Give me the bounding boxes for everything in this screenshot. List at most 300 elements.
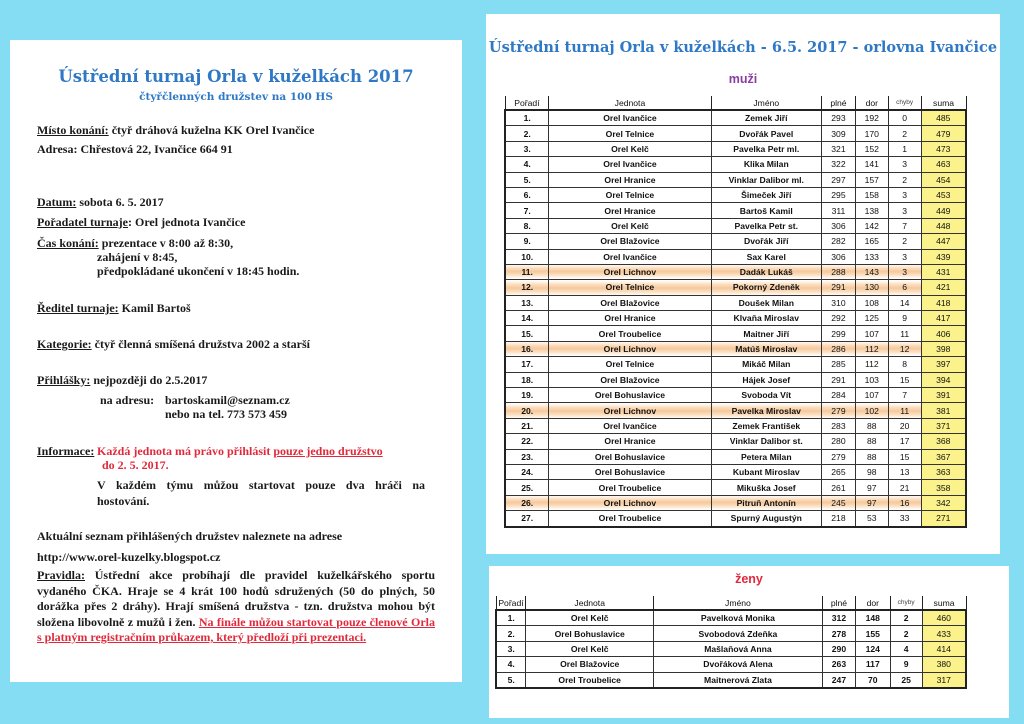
- cell-rank: 2.: [505, 126, 549, 141]
- cell-dor: 88: [855, 434, 888, 449]
- cell-plne: 299: [822, 326, 856, 341]
- cell-rank: 25.: [505, 480, 549, 495]
- cell-rank: 18.: [505, 372, 549, 387]
- cell-club: Orel Troubelice: [549, 480, 711, 495]
- category-label: Kategorie:: [37, 337, 92, 351]
- cell-chyby: 12: [888, 341, 921, 356]
- cell-rank: 2.: [496, 626, 526, 641]
- cell-name: Spurný Augustýn: [711, 511, 821, 527]
- cell-chyby: 8: [888, 357, 921, 372]
- cell-plne: 284: [822, 388, 856, 403]
- cell-rank: 9.: [505, 234, 549, 249]
- cell-dor: 102: [855, 403, 888, 418]
- info-text-1-underlined: pouze jedno družstvo: [273, 444, 383, 458]
- results-title: Ústřední turnaj Orla v kuželkách - 6.5. 2017 - orlovna Ivančice: [488, 39, 998, 56]
- cell-name: Mašlaňová Anna: [653, 641, 822, 656]
- cell-rank: 11.: [505, 264, 549, 279]
- cell-rank: 17.: [505, 357, 549, 372]
- cell-plne: 288: [822, 264, 856, 279]
- applications-line: [37, 373, 207, 388]
- cell-name: Mikáč Milan: [711, 357, 821, 372]
- cell-plne: 306: [822, 218, 856, 233]
- cell-chyby: 7: [888, 388, 921, 403]
- table-row: [505, 464, 966, 479]
- cell-club: Orel Kelč: [549, 141, 711, 156]
- col-header-plne: plné: [823, 596, 856, 610]
- director-value: Kamil Bartoš: [118, 301, 191, 315]
- cell-chyby: 3: [888, 264, 921, 279]
- cell-name: Vinklar Dalibor st.: [711, 434, 821, 449]
- info-label: [37, 444, 94, 459]
- cell-dor: 97: [855, 495, 888, 510]
- women-table-body: [496, 610, 966, 688]
- cell-rank: 5.: [505, 172, 549, 187]
- venue-label: Místo konání:: [37, 123, 109, 137]
- cell-rank: 10.: [505, 249, 549, 264]
- cell-chyby: 11: [888, 403, 921, 418]
- cell-club: Orel Troubelice: [526, 672, 653, 688]
- cell-plne: 265: [822, 464, 856, 479]
- cell-suma: 439: [921, 249, 966, 264]
- cell-dor: 107: [855, 388, 888, 403]
- cell-suma: 358: [921, 480, 966, 495]
- cell-dor: 130: [855, 280, 888, 295]
- cell-plne: 245: [822, 495, 856, 510]
- cell-dor: 70: [855, 672, 890, 688]
- cell-rank: 4.: [496, 657, 526, 672]
- table-row: [505, 449, 966, 464]
- cell-name: Doušek Milan: [711, 295, 821, 310]
- col-header-name: Jméno: [653, 596, 822, 610]
- cell-name: Dvořák Pavel: [711, 126, 821, 141]
- cell-name: Klvaňa Miroslav: [711, 311, 821, 326]
- cell-dor: 97: [855, 480, 888, 495]
- cell-name: Pavelková Monika: [653, 610, 822, 626]
- men-results-panel: [486, 14, 1000, 554]
- cell-name: Pavelka Petr st.: [711, 218, 821, 233]
- cell-plne: 285: [822, 357, 856, 372]
- cell-dor: 117: [855, 657, 890, 672]
- cell-chyby: 1: [888, 141, 921, 156]
- cell-suma: 317: [922, 672, 966, 688]
- director-line: [37, 301, 191, 316]
- cell-plne: 310: [822, 295, 856, 310]
- table-row: [505, 511, 966, 527]
- cell-club: Orel Kelč: [549, 218, 711, 233]
- cell-name: Pokorný Zdeněk: [711, 280, 821, 295]
- address-line: Adresa: Chřestová 22, Ivančice 664 91: [37, 142, 233, 156]
- invitation-subtitle: čtyřčlenných družstev na 100 HS: [139, 91, 333, 103]
- cell-club: Orel Telnice: [549, 126, 711, 141]
- cell-suma: 479: [921, 126, 966, 141]
- applications-address-label: na adresu:: [100, 393, 155, 407]
- cell-suma: 398: [921, 341, 966, 356]
- cell-club: Orel Telnice: [549, 280, 711, 295]
- cell-name: Kubant Miroslav: [711, 464, 821, 479]
- cell-name: Zemek František: [711, 418, 821, 433]
- cell-plne: 322: [822, 157, 856, 172]
- cell-rank: 5.: [496, 672, 526, 688]
- date-label: Datum:: [37, 195, 77, 209]
- list-text: Aktuální seznam přihlášených družstev naleznete na adrese: [37, 529, 343, 543]
- cell-chyby: 25: [890, 672, 922, 688]
- cell-chyby: 2: [888, 234, 921, 249]
- table-row: [496, 641, 966, 656]
- cell-plne: 321: [822, 141, 856, 156]
- cell-club: Orel Ivančice: [549, 157, 711, 172]
- cell-chyby: 17: [888, 434, 921, 449]
- women-label: ženy: [735, 572, 763, 586]
- cell-name: Mikuška Josef: [711, 480, 821, 495]
- table-row: [505, 187, 966, 202]
- col-header-suma: suma: [921, 96, 966, 110]
- cell-plne: 283: [822, 418, 856, 433]
- time-value-1: prezentace v 8:00 až 8:30,: [98, 236, 234, 250]
- cell-suma: 406: [921, 326, 966, 341]
- cell-dor: 158: [855, 187, 888, 202]
- cell-suma: 414: [922, 641, 966, 656]
- invitation-title: Ústřední turnaj Orla v kuželkách 2017: [58, 67, 414, 86]
- cell-suma: 271: [921, 511, 966, 527]
- table-row: [505, 434, 966, 449]
- table-row: [505, 341, 966, 356]
- table-row: [505, 403, 966, 418]
- cell-name: Zemek Jiří: [711, 110, 821, 126]
- cell-club: Orel Bohuslavice: [549, 464, 711, 479]
- applications-email[interactable]: bartoskamil@seznam.cz: [165, 393, 290, 407]
- cell-suma: 391: [921, 388, 966, 403]
- cell-rank: 1.: [505, 110, 549, 126]
- date-value: sobota 6. 5. 2017: [76, 195, 164, 209]
- cell-rank: 16.: [505, 341, 549, 356]
- cell-dor: 112: [855, 341, 888, 356]
- rules-label: Pravidla:: [37, 568, 85, 582]
- cell-name: Svobodová Zdeňka: [653, 626, 822, 641]
- cell-dor: 157: [855, 172, 888, 187]
- cell-club: Orel Bohuslavice: [549, 449, 711, 464]
- cell-club: Orel Blažovice: [549, 295, 711, 310]
- cell-club: Orel Lichnov: [549, 495, 711, 510]
- invitation-panel: [10, 40, 462, 682]
- cell-club: Orel Kelč: [526, 610, 653, 626]
- cell-chyby: 3: [888, 157, 921, 172]
- cell-suma: 363: [921, 464, 966, 479]
- cell-club: Orel Lichnov: [549, 264, 711, 279]
- cell-club: Orel Blažovice: [526, 657, 653, 672]
- table-row: [505, 480, 966, 495]
- cell-name: Matúš Miroslav: [711, 341, 821, 356]
- cell-dor: 152: [855, 141, 888, 156]
- cell-rank: 13.: [505, 295, 549, 310]
- category-line: [37, 337, 310, 352]
- date-line: [37, 195, 164, 210]
- table-row: [505, 295, 966, 310]
- cell-suma: 453: [921, 187, 966, 202]
- cell-name: Pavelka Petr ml.: [711, 141, 821, 156]
- cell-plne: 291: [822, 280, 856, 295]
- col-header-suma: suma: [922, 596, 966, 610]
- organizer-line: [37, 215, 245, 230]
- cell-club: Orel Lichnov: [549, 341, 711, 356]
- cell-plne: 311: [822, 203, 856, 218]
- cell-dor: 155: [855, 626, 890, 641]
- cell-rank: 1.: [496, 610, 526, 626]
- cell-suma: 463: [921, 157, 966, 172]
- cell-club: Orel Hranice: [549, 311, 711, 326]
- cell-dor: 192: [855, 110, 888, 126]
- url-link[interactable]: http://www.orel-kuzelky.blogspot.cz: [37, 550, 221, 564]
- cell-plne: 295: [822, 187, 856, 202]
- cell-plne: 218: [822, 511, 856, 527]
- category-value: čtyř členná smíšená družstva 2002 a starší: [91, 337, 310, 351]
- cell-chyby: 16: [888, 495, 921, 510]
- cell-dor: 124: [855, 641, 890, 656]
- cell-plne: 286: [822, 341, 856, 356]
- info-text-3: V každém týmu můžou startovat pouze dva hráči na hostování.: [97, 478, 425, 508]
- cell-suma: 447: [921, 234, 966, 249]
- cell-dor: 170: [855, 126, 888, 141]
- cell-rank: 21.: [505, 418, 549, 433]
- cell-club: Orel Telnice: [549, 357, 711, 372]
- cell-chyby: 15: [888, 372, 921, 387]
- cell-plne: 293: [822, 110, 856, 126]
- cell-name: Sax Karel: [711, 249, 821, 264]
- cell-club: Orel Bohuslavice: [549, 388, 711, 403]
- cell-dor: 88: [855, 418, 888, 433]
- col-header-club: Jednota: [526, 596, 653, 610]
- cell-chyby: 4: [890, 641, 922, 656]
- cell-plne: 312: [823, 610, 856, 626]
- table-row: [496, 610, 966, 626]
- cell-name: Dadák Lukáš: [711, 264, 821, 279]
- men-label: muži: [728, 72, 758, 86]
- cell-plne: 291: [822, 372, 856, 387]
- applications-label: Přihlášky:: [37, 373, 91, 387]
- cell-name: Petera Milan: [711, 449, 821, 464]
- cell-name: Maitnerová Zlata: [653, 672, 822, 688]
- cell-rank: 19.: [505, 388, 549, 403]
- cell-chyby: 3: [888, 249, 921, 264]
- cell-name: Pitruň Antonín: [711, 495, 821, 510]
- cell-suma: 431: [921, 264, 966, 279]
- cell-dor: 125: [855, 311, 888, 326]
- cell-rank: 15.: [505, 326, 549, 341]
- cell-plne: 306: [822, 249, 856, 264]
- director-label: Ředitel turnaje:: [37, 301, 119, 315]
- cell-suma: 418: [921, 295, 966, 310]
- cell-suma: 368: [921, 434, 966, 449]
- rules-red-text: Na finále můžou startovat pouze členové Orla s platným registračním průkazem, který předloží při prezentaci.: [37, 614, 435, 644]
- table-row: [505, 495, 966, 510]
- cell-name: Pavelka Miroslav: [711, 403, 821, 418]
- table-row: [505, 388, 966, 403]
- cell-name: Klika Milan: [711, 157, 821, 172]
- cell-plne: 282: [822, 234, 856, 249]
- cell-suma: 449: [921, 203, 966, 218]
- cell-suma: 342: [921, 495, 966, 510]
- cell-plne: 261: [822, 480, 856, 495]
- cell-dor: 103: [855, 372, 888, 387]
- cell-name: Šimeček Jiří: [711, 187, 821, 202]
- cell-club: Orel Hranice: [549, 172, 711, 187]
- cell-plne: 297: [822, 172, 856, 187]
- cell-club: Orel Blažovice: [549, 234, 711, 249]
- cell-chyby: 2: [888, 172, 921, 187]
- time-value-2: zahájení v 8:45,: [97, 250, 178, 264]
- cell-plne: 279: [822, 449, 856, 464]
- table-header-row: [496, 596, 966, 610]
- cell-dor: 88: [855, 449, 888, 464]
- cell-name: Svoboda Vít: [711, 388, 821, 403]
- col-header-club: Jednota: [549, 96, 711, 110]
- cell-suma: 367: [921, 449, 966, 464]
- cell-dor: 98: [855, 464, 888, 479]
- col-header-chyby: chyby: [888, 96, 921, 110]
- cell-chyby: 14: [888, 295, 921, 310]
- cell-plne: 278: [823, 626, 856, 641]
- col-header-dor: dor: [855, 596, 890, 610]
- cell-chyby: 15: [888, 449, 921, 464]
- col-header-rank: Pořadí: [505, 96, 549, 110]
- cell-club: Orel Troubelice: [549, 326, 711, 341]
- cell-dor: 138: [855, 203, 888, 218]
- cell-suma: 448: [921, 218, 966, 233]
- cell-club: Orel Telnice: [549, 187, 711, 202]
- table-row: [505, 326, 966, 341]
- time-line: [37, 236, 233, 251]
- time-value-3: předpokládané ukončení v 18:45 hodin.: [97, 264, 300, 278]
- table-header-row: [505, 96, 966, 110]
- cell-chyby: 13: [888, 464, 921, 479]
- cell-dor: 143: [855, 264, 888, 279]
- info-label-text: Informace:: [37, 444, 95, 458]
- cell-rank: 3.: [505, 141, 549, 156]
- table-row: [496, 626, 966, 641]
- cell-suma: 473: [921, 141, 966, 156]
- cell-chyby: 2: [890, 610, 922, 626]
- men-table-body: [505, 110, 966, 527]
- table-row: [505, 249, 966, 264]
- rules-paragraph: [37, 568, 435, 646]
- rules-text: Ústřední akce probíhají dle pravidel kuželkářského sportu vydaného ČKA. Hraje se 4 krát 100 hodů sdružených (50 do plných, 50 dorážka přes 2 dráhy). Hrají smíšená družstva - tzn. družstva mohou být složena libovolně z mužů i žen.: [37, 568, 435, 629]
- cell-club: Orel Bohuslavice: [526, 626, 653, 641]
- cell-name: Maitner Jiří: [711, 326, 821, 341]
- cell-plne: 279: [822, 403, 856, 418]
- organizer-label: Pořadatel turnaje: [37, 215, 128, 229]
- cell-suma: 371: [921, 418, 966, 433]
- cell-rank: 14.: [505, 311, 549, 326]
- table-row: [505, 141, 966, 156]
- info-text-1: [97, 444, 383, 459]
- info-text-2: do 2. 5. 2017.: [102, 458, 169, 472]
- cell-name: Bartoš Kamil: [711, 203, 821, 218]
- cell-dor: 53: [855, 511, 888, 527]
- cell-suma: 485: [921, 110, 966, 126]
- cell-plne: 292: [822, 311, 856, 326]
- table-row: [505, 280, 966, 295]
- cell-name: Dvořák Jiří: [711, 234, 821, 249]
- cell-rank: 27.: [505, 511, 549, 527]
- cell-dor: 108: [855, 295, 888, 310]
- cell-chyby: 7: [888, 218, 921, 233]
- table-row: [505, 357, 966, 372]
- col-header-name: Jméno: [711, 96, 821, 110]
- cell-rank: 22.: [505, 434, 549, 449]
- cell-chyby: 3: [888, 187, 921, 202]
- cell-plne: 247: [823, 672, 856, 688]
- cell-plne: 309: [822, 126, 856, 141]
- men-results-table: [504, 96, 967, 528]
- applications-value: nejpozději do 2.5.2017: [90, 373, 208, 387]
- table-row: [505, 172, 966, 187]
- cell-name: Vinklar Dalibor ml.: [711, 172, 821, 187]
- cell-dor: 141: [855, 157, 888, 172]
- cell-club: Orel Blažovice: [549, 372, 711, 387]
- cell-chyby: 3: [888, 203, 921, 218]
- cell-club: Orel Ivančice: [549, 249, 711, 264]
- cell-suma: 380: [922, 657, 966, 672]
- col-header-chyby: chyby: [890, 596, 922, 610]
- cell-chyby: 20: [888, 418, 921, 433]
- table-row: [505, 157, 966, 172]
- cell-club: Orel Kelč: [526, 641, 653, 656]
- info-text-1-part: Každá jednota má právo přihlásit: [97, 444, 274, 458]
- time-label: Čas konání:: [37, 236, 99, 250]
- table-row: [505, 110, 966, 126]
- cell-name: Hájek Josef: [711, 372, 821, 387]
- table-row: [505, 126, 966, 141]
- cell-suma: 454: [921, 172, 966, 187]
- cell-chyby: 6: [888, 280, 921, 295]
- women-results-table: [495, 596, 967, 689]
- cell-club: Orel Ivančice: [549, 110, 711, 126]
- col-header-plne: plné: [822, 96, 856, 110]
- cell-chyby: 33: [888, 511, 921, 527]
- table-row: [496, 672, 966, 688]
- cell-rank: 3.: [496, 641, 526, 656]
- cell-dor: 148: [855, 610, 890, 626]
- cell-chyby: 9: [888, 311, 921, 326]
- applications-phone: nebo na tel. 773 573 459: [165, 407, 288, 421]
- table-row: [505, 311, 966, 326]
- cell-suma: 421: [921, 280, 966, 295]
- cell-rank: 12.: [505, 280, 549, 295]
- cell-chyby: 2: [888, 126, 921, 141]
- cell-suma: 460: [922, 610, 966, 626]
- cell-club: Orel Lichnov: [549, 403, 711, 418]
- cell-rank: 20.: [505, 403, 549, 418]
- organizer-value: : Orel jednota Ivančice: [127, 215, 246, 229]
- col-header-dor: dor: [855, 96, 888, 110]
- cell-chyby: 21: [888, 480, 921, 495]
- cell-dor: 133: [855, 249, 888, 264]
- cell-dor: 107: [855, 326, 888, 341]
- cell-suma: 394: [921, 372, 966, 387]
- table-row: [505, 418, 966, 433]
- table-row: [496, 657, 966, 672]
- table-row: [505, 218, 966, 233]
- cell-rank: 4.: [505, 157, 549, 172]
- women-results-panel: [489, 566, 1009, 718]
- table-row: [505, 372, 966, 387]
- cell-name: Dvořáková Alena: [653, 657, 822, 672]
- table-row: [505, 203, 966, 218]
- cell-rank: 7.: [505, 203, 549, 218]
- table-row: [505, 234, 966, 249]
- cell-rank: 23.: [505, 449, 549, 464]
- cell-dor: 112: [855, 357, 888, 372]
- cell-club: Orel Ivančice: [549, 418, 711, 433]
